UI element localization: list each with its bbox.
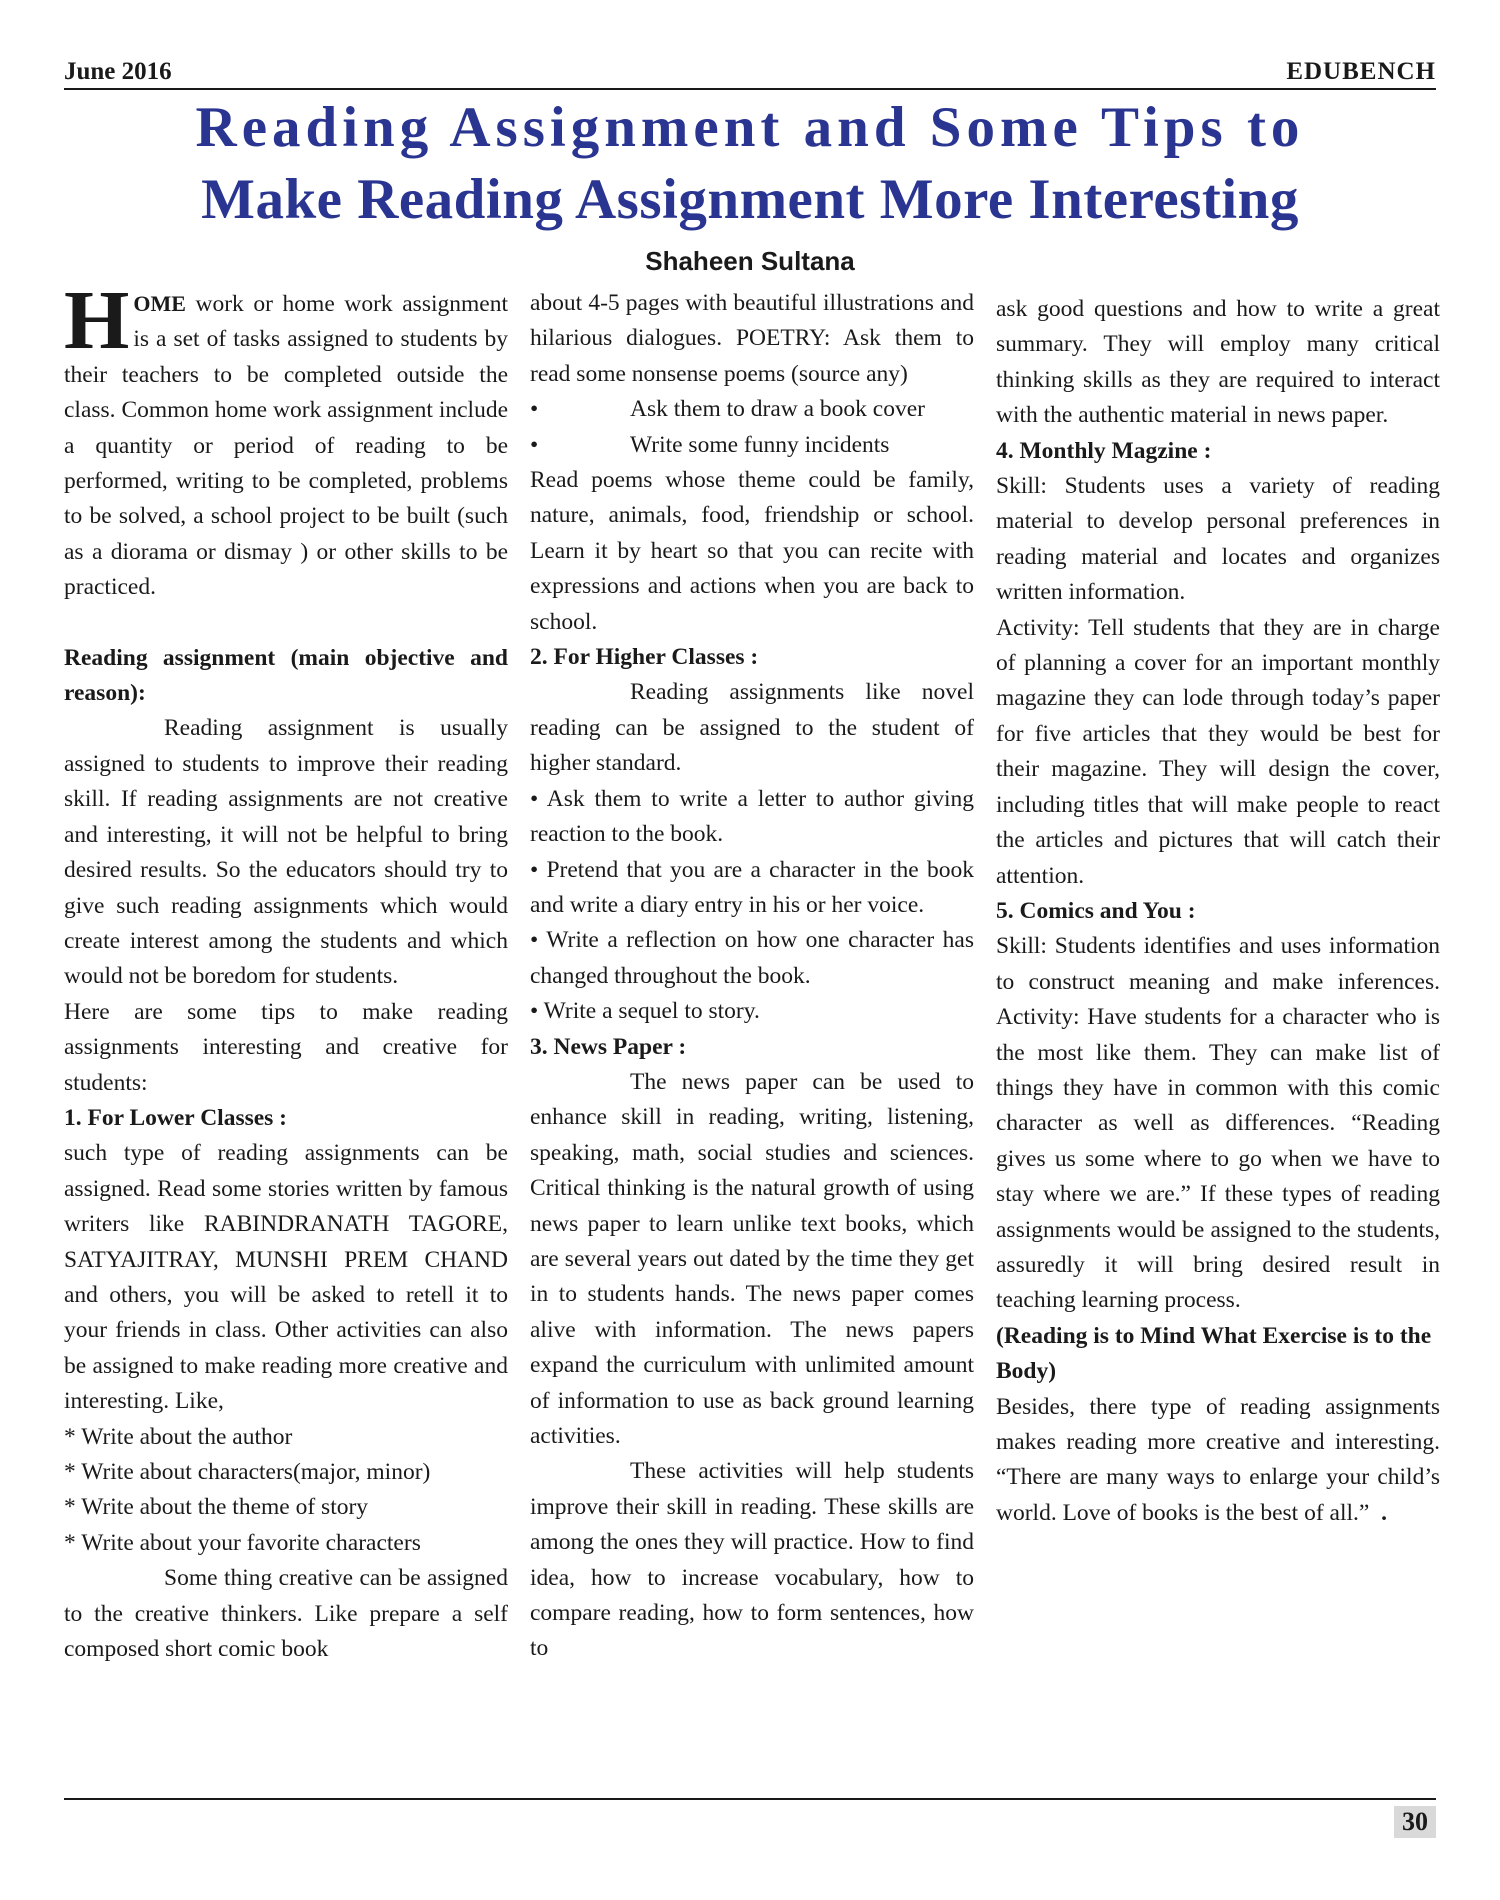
summary-paragraph: ask good questions and how to write a great summary. They will employ many critical thinking skills as they are required to interact with the authentic material in news paper. bbox=[996, 296, 1440, 429]
quote-heading: (Reading is to Mind What Exercise is to the Body) bbox=[996, 1322, 1432, 1385]
objective-paragraph: Reading assignment is usually assigned to students to improve their reading skill. If reading assignments are not creative and interesting, it will not be helpful to bring desired results. So the educators should try to give such reading assignments which would create interest among the students and which would not be boredom for students. bbox=[64, 715, 508, 990]
higher-item: • Write a sequel to story. bbox=[530, 998, 760, 1025]
heading-comics: 5. Comics and You : bbox=[996, 897, 1196, 924]
higher-item: • Write a reflection on how one character has changed throughout the book. bbox=[530, 927, 974, 989]
bullet-icon: • bbox=[530, 431, 539, 458]
running-header bbox=[64, 54, 1436, 90]
intro-paragraph bbox=[64, 274, 508, 606]
tips-paragraph: Here are some tips to make reading assignments interesting and creative for students: bbox=[64, 998, 508, 1096]
column-2 bbox=[530, 286, 974, 1667]
heading-objective: Reading assignment (main objective and reason): bbox=[64, 644, 508, 707]
paragraph-gap bbox=[64, 606, 508, 641]
drop-cap: H bbox=[64, 274, 130, 367]
higher-item: • Pretend that you are a character in the book and write a diary entry in his or her voice. bbox=[530, 856, 974, 918]
poetry-paragraph: about 4-5 pages with beautiful illustrations and hilarious dialogues. POETRY: Ask them to read some nonsense poems (source any) bbox=[530, 290, 974, 387]
heading-news-paper: 3. News Paper : bbox=[530, 1033, 687, 1060]
lead-word: OME bbox=[133, 291, 186, 316]
higher-item: • Ask them to write a letter to author giving reaction to the book. bbox=[530, 785, 974, 848]
heading-higher-classes: 2. For Higher Classes : bbox=[530, 644, 759, 671]
activities-paragraph: These activities will help students improve their skill in reading. These skills are among the ones they will practice. How to find idea, how to increase vocabulary, how to compare reading, how to form sentences, how to bbox=[530, 1458, 974, 1662]
title-line-2: Make Reading Assignment More Interesting bbox=[201, 168, 1299, 231]
lower-classes-paragraph: such type of reading assignments can be assigned. Read some stories written by famous writers like RABINDRANATH TAGORE, SATYAJITRAY, MUNSHI PREM CHAND and others, you will be asked to retell it to your friends in class. Other activities can also be assigned to make reading more creative and interesting. Like, bbox=[64, 1140, 508, 1415]
list-item: * Write about your favorite characters bbox=[64, 1529, 421, 1556]
poems-paragraph: Read poems whose theme could be family, nature, animals, food, friendship or school. Learn it by heart so that you can recite with expressions and actions when you are back to school. bbox=[530, 467, 974, 635]
list-item: * Write about the author bbox=[64, 1423, 293, 1450]
column-3 bbox=[996, 292, 1440, 1531]
author-byline: Shaheen Sultana bbox=[645, 246, 855, 276]
list-item: * Write about characters(major, minor) bbox=[64, 1459, 431, 1485]
bullet-item: • Write some funny incidents bbox=[530, 428, 974, 463]
heading-lower-classes: 1. For Lower Classes : bbox=[64, 1104, 288, 1131]
creative-paragraph: Some thing creative can be assigned to the creative thinkers. Like prepare a self composed short comic book bbox=[64, 1565, 508, 1663]
article-title bbox=[64, 92, 1436, 236]
final-paragraph: Besides, there type of reading assignments makes reading more creative and interesting. “There are many ways to enlarge your child’s world. Love of books is the best of all.” . bbox=[996, 1393, 1440, 1526]
news-paper-paragraph: The news paper can be used to enhance skill in reading, writing, listening, speaking, math, social studies and sciences. Critical thinking is the natural growth of using news paper to learn unlike text books, which are several years out dated by the time they get in to students hands. The news paper comes alive with information. The news papers expand the curriculum with unlimited amount of information to use as back ground learning activities. bbox=[530, 1068, 974, 1449]
issue-date: June 2016 bbox=[64, 58, 172, 85]
comics-paragraph: Skill: Students identifies and uses information to construct meaning and make inferences. Activity: Have students for a character who is the most like them. They can make list of things they have in common with this comic character as well as differences. “Reading gives us some where to go when we have to stay where we are.” If these types of reading assignments would be assigned to the students, assuredly it will bring desired result in teaching learning process. bbox=[996, 933, 1440, 1314]
bullet-icon: • bbox=[530, 396, 539, 423]
footer-rule bbox=[64, 1798, 1436, 1800]
publication-name: EDUBENCH bbox=[1286, 58, 1436, 85]
list-item: * Write about the theme of story bbox=[64, 1494, 369, 1521]
title-line-1: Reading Assignment and Some Tips to bbox=[195, 96, 1305, 159]
bullet-item: • Ask them to draw a book cover bbox=[530, 392, 974, 427]
intro-text: work or home work assignment is a set of tasks assigned to students by their teachers to be completed outside the class. Common home work assignment include a quantity or period of reading to be performed, writing to be completed, problems to be solved, a school project to be built (such as a diorama or dismay ) or other skills to be practiced. bbox=[64, 291, 508, 601]
higher-classes-paragraph: Reading assignments like novel reading can be assigned to the student of higher standard. bbox=[530, 679, 974, 777]
end-mark: . bbox=[1381, 1499, 1387, 1526]
magazine-skill-paragraph: Skill: Students uses a variety of reading material to develop personal preferences in reading material and locates and organizes written information. bbox=[996, 473, 1440, 606]
page-number: 30 bbox=[1394, 1806, 1436, 1838]
heading-monthly-magazine: 4. Monthly Magzine : bbox=[996, 437, 1212, 464]
magazine-activity-paragraph: Activity: Tell students that they are in charge of planning a cover for an important monthly magazine they can lode through today’s paper for five articles that they would be best for their magazine. They will design the cover, including titles that will make people to react the articles and pictures that will catch their attention. bbox=[996, 614, 1440, 889]
column-1 bbox=[64, 274, 508, 1667]
